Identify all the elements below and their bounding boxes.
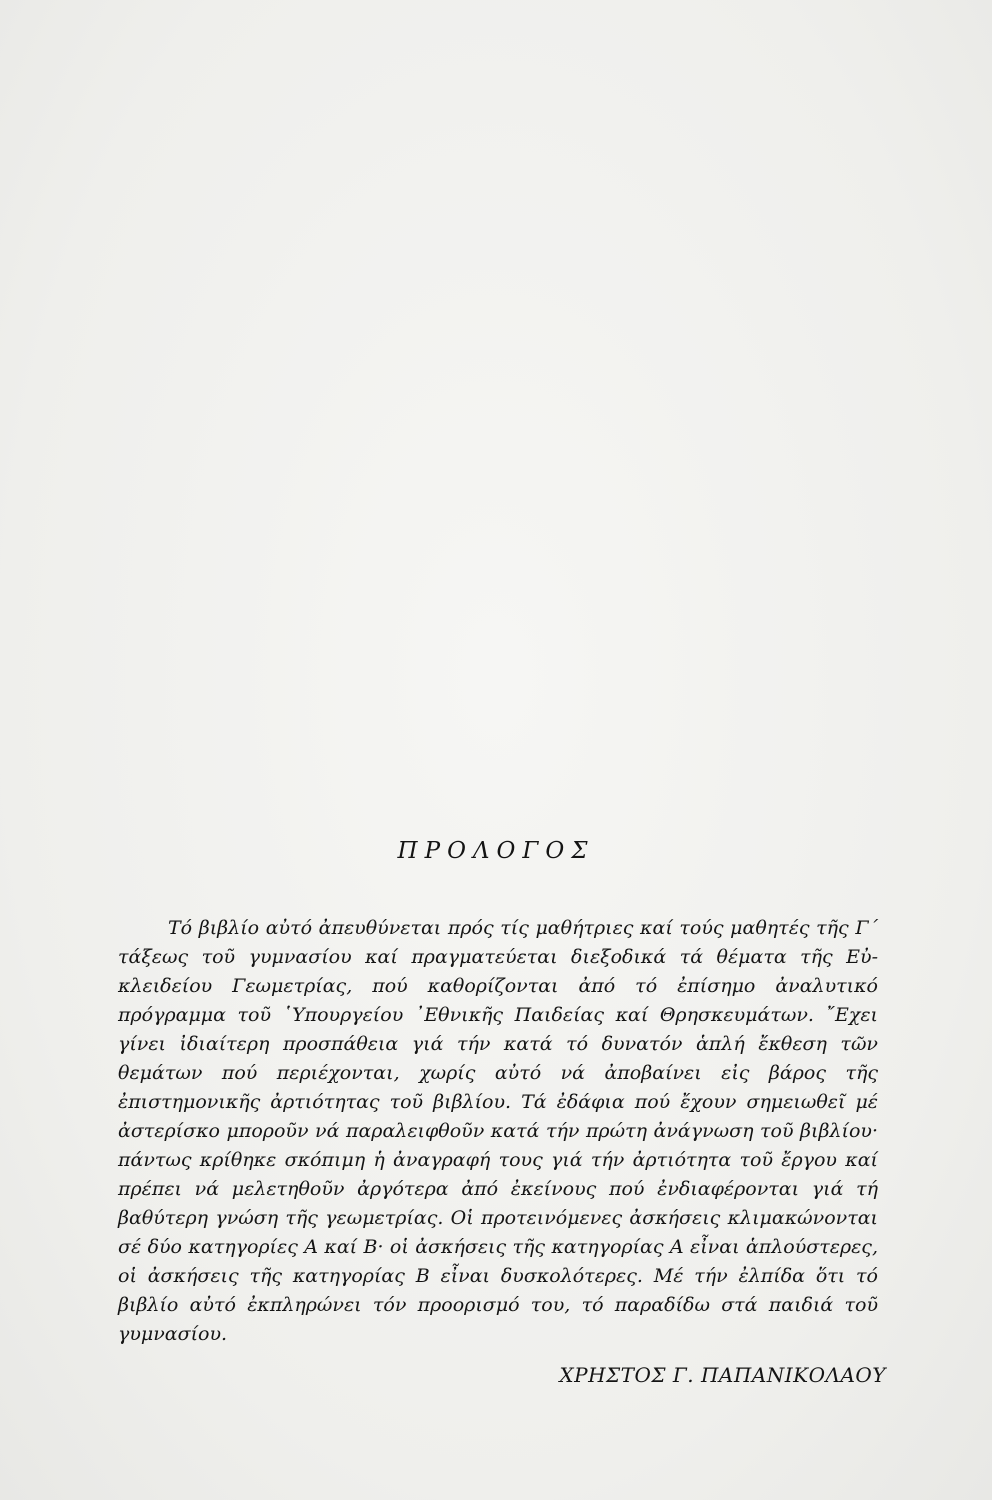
preface-body: Τό βιβλίο αὐτό ἀπευθύνεται πρός τίς μαθήτριες καί τούς μαθητές τῆς Γ΄ τάξεως τοῦ γυμνασίου καί πραγματεύεται διεξοδικά τά θέματα τῆς Εὐκλειδείου Γεωμετρίας, πού καθορίζονται ἀπό τό ἐπίσημο ἀναλυτικό πρόγραμμα τοῦ ῾Υπουργείου ᾿Εθνικῆς Παιδείας καί Θρησκευμάτων. ῎Εχει γίνει ἰδιαίτερη προσπάθεια γιά τήν κατά τό δυνατόν ἁπλή ἔκθεση τῶν θεμάτων πού περιέχονται, χωρίς αὐτό νά ἀποβαίνει εἰς βάρος τῆς ἐπιστημονικῆς ἀρτιότητας τοῦ βιβλίου. Τά ἐδάφια πού ἔχουν σημειωθεῖ μέ ἀστερίσκο μποροῦν νά παραλειφθοῦν κατά τήν πρώτη ἀνάγνωση τοῦ βιβλίου· πάντως κρίθηκε σκόπιμη ἡ ἀναγραφή τους γιά τήν ἀρτιότητα τοῦ ἔργου καί πρέπει νά μελετηθοῦν ἀργότερα ἀπό ἐκείνους πού ἐνδιαφέρονται γιά τή βαθύτερη γνώση τῆς γεωμετρίας. Οἱ προτεινόμενες ἀσκήσεις κλιμακώνονται σέ δύο κατηγορίες Α καί Β· οἱ ἀσκήσεις τῆς κατηγορίας Α εἶναι ἁπλούστερες, οἱ ἀσκήσεις τῆς κατηγορίας Β εἶναι δυσκολότερες. Μέ τήν ἐλπίδα ὅτι τό βιβλίο αὐτό ἐκπληρώνει τόν προορισμό του, τό παραδίδω στά παιδιά τοῦ γυμνασίου.	[118, 917, 878, 1345]
author-signature: ΧΡΗΣΤΟΣ Γ. ΠΑΠΑΝΙΚΟΛΑΟΥ	[559, 1363, 886, 1387]
preface-title: ΠΡΟΛΟΓΟΣ	[397, 838, 595, 864]
